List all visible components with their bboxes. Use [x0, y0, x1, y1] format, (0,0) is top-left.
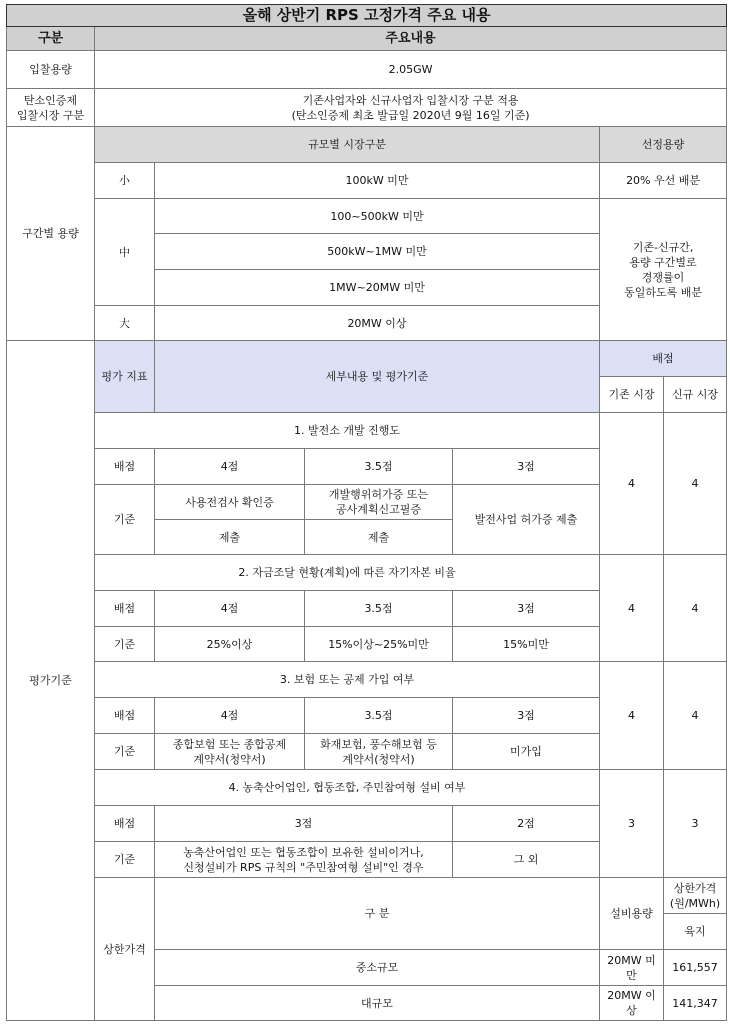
carbon-line2: (탄소인증제 최초 발급일 2020년 9월 16일 기준) — [291, 108, 530, 122]
bid-capacity-value: 2.05GW — [95, 51, 727, 89]
evaluation-label: 평가기준 — [7, 341, 95, 1021]
medium-range-1: 100~500kW 미만 — [155, 199, 600, 234]
category-header: 구분 — [7, 27, 95, 51]
item4-criteria-label: 기준 — [95, 842, 155, 878]
detail-header: 세부내용 및 평가기준 — [155, 341, 600, 413]
bid-capacity-label: 입찰용량 — [7, 51, 95, 89]
medium-selection-line1: 기존-신규간, — [632, 240, 694, 254]
item4-score-label: 배점 — [95, 806, 155, 842]
indicator-header: 평가 지표 — [95, 341, 155, 413]
medium-selection — [600, 199, 727, 341]
item4-criteria-a-line1: 농축산어업인 또는 협동조합이 보유한 설비이거나, — [183, 845, 424, 859]
item2-criteria-a: 25%이상 — [155, 627, 305, 662]
item3-score-a: 4점 — [155, 698, 305, 734]
medium-selection-line3: 경쟁률이 — [641, 270, 685, 284]
item2-criteria-label: 기준 — [95, 627, 155, 662]
medium-range-3: 1MW~20MW 미만 — [155, 270, 600, 306]
item3-criteria-b-line2: 계약서(청약서) — [342, 752, 415, 766]
item4-criteria-a-line2: 신청설비가 RPS 규칙의 "주민참여형 설비"인 경우 — [183, 860, 424, 874]
price-row1-category: 중소규모 — [155, 950, 600, 986]
item3-criteria-label: 기준 — [95, 734, 155, 770]
item3-score-label: 배점 — [95, 698, 155, 734]
page-title: 올해 상반기 RPS 고정가격 주요 내용 — [7, 5, 727, 27]
main-content-header: 주요내용 — [95, 27, 727, 51]
price-row2-capacity: 20MW 이상 — [600, 986, 664, 1021]
item3-criteria-b — [305, 734, 453, 770]
item1-criteria-b-bottom: 제출 — [305, 520, 453, 555]
item4-criteria-b: 그 외 — [453, 842, 600, 878]
item3-criteria-a-line2: 계약서(청약서) — [193, 752, 266, 766]
carbon-label-line2: 입찰시장 구분 — [16, 108, 85, 122]
item1-criteria-b-top — [305, 485, 453, 520]
carbon-label — [7, 89, 95, 127]
item3-score-c: 3점 — [453, 698, 600, 734]
item2-score-b: 3.5점 — [305, 591, 453, 627]
item1-criteria-c: 발전사업 허가증 제출 — [453, 485, 600, 555]
price-row1-land: 161,557 — [664, 950, 727, 986]
market-header: 규모별 시장구분 — [95, 127, 600, 163]
item1-score-a: 4점 — [155, 449, 305, 485]
item1-criteria-b-line2: 공사계획신고필증 — [335, 503, 421, 516]
item1-criteria-a-bottom: 제출 — [155, 520, 305, 555]
item3-score-b: 3.5점 — [305, 698, 453, 734]
medium-selection-line2: 용량 구간별로 — [629, 255, 697, 269]
medium-range-2: 500kW~1MW 미만 — [155, 234, 600, 270]
existing-market-header: 기존 시장 — [600, 377, 664, 413]
small-range: 100kW 미만 — [155, 163, 600, 199]
item3-criteria-c: 미가입 — [453, 734, 600, 770]
item3-existing-score: 4 — [600, 662, 664, 770]
item2-title: 2. 자금조달 현황(계획)에 따른 자기자본 비율 — [95, 555, 600, 591]
item3-criteria-a — [155, 734, 305, 770]
item2-criteria-b: 15%이상~25%미만 — [305, 627, 453, 662]
item1-criteria-a-top: 사용전검사 확인증 — [155, 485, 305, 520]
item4-score-a: 3점 — [155, 806, 453, 842]
small-selection: 20% 우선 배분 — [600, 163, 727, 199]
score-header: 배점 — [600, 341, 727, 377]
price-header: 상한가격(원/MWh) — [664, 878, 727, 914]
item3-criteria-a-line1: 종합보험 또는 종합공제 — [172, 737, 287, 751]
item4-new-score: 3 — [664, 770, 727, 878]
item2-new-score: 4 — [664, 555, 727, 662]
item1-new-score: 4 — [664, 413, 727, 555]
carbon-value — [95, 89, 727, 127]
item4-criteria-a — [155, 842, 453, 878]
carbon-label-line1: 탄소인증제 — [23, 93, 78, 107]
item2-score-label: 배점 — [95, 591, 155, 627]
large-range: 20MW 이상 — [155, 306, 600, 341]
item2-score-c: 3점 — [453, 591, 600, 627]
price-category-header: 구 분 — [155, 878, 600, 950]
item4-title: 4. 농축산어업인, 협동조합, 주민참여형 설비 여부 — [95, 770, 600, 806]
item1-criteria-b-line1: 개발행위허가증 또는 — [328, 488, 429, 501]
item3-new-score: 4 — [664, 662, 727, 770]
item1-score-c: 3점 — [453, 449, 600, 485]
medium-selection-line4: 동일하도록 배분 — [624, 285, 702, 299]
item1-existing-score: 4 — [600, 413, 664, 555]
new-market-header: 신규 시장 — [664, 377, 727, 413]
carbon-line1: 기존사업자와 신규사업자 입찰시장 구분 적용 — [302, 93, 519, 107]
item3-criteria-b-line1: 화재보험, 풍수해보험 등 — [320, 737, 437, 751]
price-capacity-header: 설비용량 — [600, 878, 664, 950]
price-row1-capacity: 20MW 미만 — [600, 950, 664, 986]
small-label: 小 — [95, 163, 155, 199]
item1-criteria-label: 기준 — [95, 485, 155, 555]
medium-label: 中 — [95, 199, 155, 306]
rps-fixed-price-table — [6, 4, 727, 1021]
sections-label: 구간별 용량 — [7, 127, 95, 341]
price-cap-label: 상한가격 — [95, 878, 155, 1021]
item2-criteria-c: 15%미만 — [453, 627, 600, 662]
item1-title: 1. 발전소 개발 진행도 — [95, 413, 600, 449]
item4-existing-score: 3 — [600, 770, 664, 878]
price-row2-category: 대규모 — [155, 986, 600, 1021]
item3-title: 3. 보험 또는 공제 가입 여부 — [95, 662, 600, 698]
large-label: 大 — [95, 306, 155, 341]
item1-score-b: 3.5점 — [305, 449, 453, 485]
item1-score-label: 배점 — [95, 449, 155, 485]
item2-score-a: 4점 — [155, 591, 305, 627]
land-header: 육지 — [664, 914, 727, 950]
item4-score-b: 2점 — [453, 806, 600, 842]
item2-existing-score: 4 — [600, 555, 664, 662]
selection-header: 선정용량 — [600, 127, 727, 163]
price-row2-land: 141,347 — [664, 986, 727, 1021]
